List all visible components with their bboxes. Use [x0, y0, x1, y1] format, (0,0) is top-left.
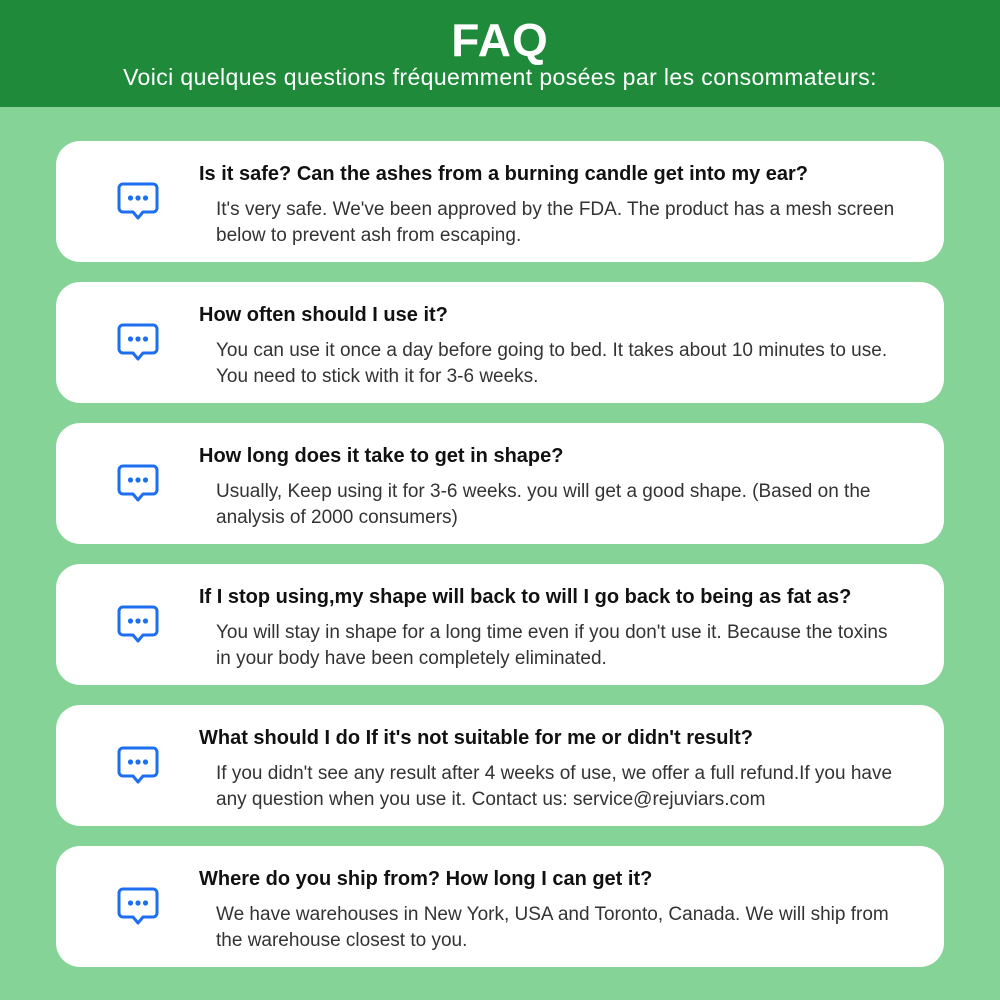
faq-item [56, 282, 944, 403]
faq-answer: You will stay in shape for a long time even if you don't use it. Because the toxins in your body have been completely eliminated. [216, 622, 888, 669]
page-subtitle: Voici quelques questions fréquemment posées par les consommateurs: [123, 64, 877, 90]
faq-item [56, 846, 944, 967]
faq-item [56, 423, 944, 544]
faq-question: Is it safe? Can the ashes from a burning candle get into my ear? [199, 163, 809, 185]
chat-bubble-icon [116, 463, 160, 505]
faq-item [56, 141, 944, 262]
faq-list [56, 141, 944, 987]
faq-question: Where do you ship from? How long I can get it? [199, 868, 653, 890]
header-banner [0, 0, 1000, 107]
faq-question: If I stop using,my shape will back to will I go back to being as fat as? [199, 586, 852, 608]
faq-answer: We have warehouses in New York, USA and Toronto, Canada. We will ship from the warehouse closest to you. [216, 904, 889, 951]
chat-bubble-icon [116, 322, 160, 364]
faq-answer: Usually, Keep using it for 3-6 weeks. you will get a good shape. (Based on the analysis of 2000 consumers) [216, 481, 871, 528]
faq-answer: It's very safe. We've been approved by the FDA. The product has a mesh screen below to prevent ash from escaping. [216, 199, 895, 246]
chat-bubble-icon [116, 604, 160, 646]
faq-item [56, 705, 944, 826]
faq-question: What should I do If it's not suitable for me or didn't result? [199, 727, 753, 749]
chat-bubble-icon [116, 886, 160, 928]
faq-answer: You can use it once a day before going to bed. It takes about 10 minutes to use. You need to stick with it for 3-6 weeks. [216, 340, 888, 387]
faq-question: How often should I use it? [199, 304, 448, 326]
page-title: FAQ [451, 14, 549, 66]
chat-bubble-icon [116, 745, 160, 787]
faq-question: How long does it take to get in shape? [199, 445, 564, 467]
faq-item [56, 564, 944, 685]
chat-bubble-icon [116, 181, 160, 223]
faq-answer: If you didn't see any result after 4 weeks of use, we offer a full refund.If you have any question when you use it. Contact us: service@rejuviars.com [216, 763, 893, 810]
